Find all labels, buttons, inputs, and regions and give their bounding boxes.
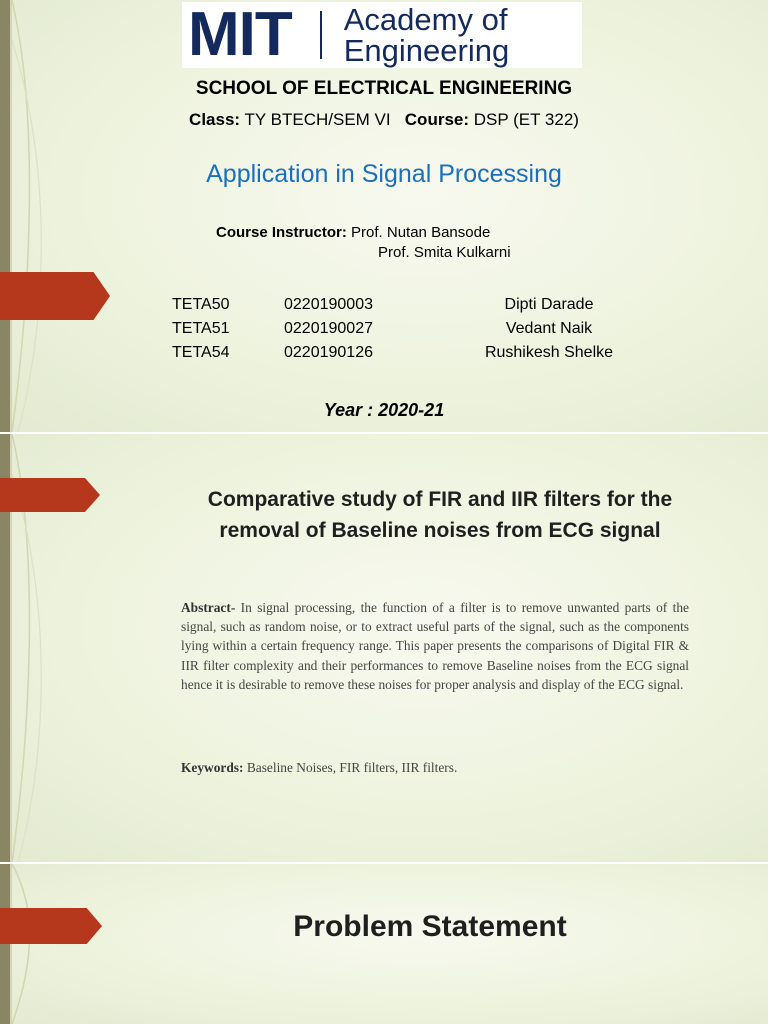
school-name: SCHOOL OF ELECTRICAL ENGINEERING: [195, 78, 573, 99]
slide-marker-tag: [0, 478, 100, 512]
logo-divider: [320, 11, 322, 59]
logo-academy-text: [344, 4, 509, 66]
keywords-label: Keywords:: [181, 760, 244, 775]
course-label: Course:: [404, 110, 470, 129]
member-name: Dipti Darade: [504, 296, 594, 313]
course-instructor: [216, 222, 490, 244]
abstract-text: In signal processing, the function of a filter is to remove unwanted parts of the signal, such as random noise, or to extract useful parts of the signal, such as the components lying within a certain frequency range. This paper presents the comparisons of Digital FIR & IIR filter complexity and their performances to remove Baseline noises from the ECG signal hence it is desirable to remove these noises for proper analysis and display of the ECG signal.: [181, 600, 689, 692]
roll-number: TETA51: [172, 320, 230, 337]
member-name: Vedant Naik: [505, 320, 593, 337]
abstract-paragraph: [181, 598, 689, 694]
class-course-line: [0, 110, 768, 130]
class-value: TY BTECH/SEM VI: [244, 110, 391, 129]
team-member-row: [0, 320, 768, 344]
prn-number: 0220190027: [284, 320, 373, 337]
member-name: Rushikesh Shelke: [484, 344, 614, 361]
prn-number: 0220190003: [284, 296, 373, 313]
problem-statement-title: Problem Statement: [293, 910, 567, 943]
instructor-name-2: Prof. Smita Kulkarni: [378, 244, 511, 261]
keywords-line: [181, 760, 689, 776]
team-member-row: [0, 344, 768, 368]
slide-3: [0, 864, 768, 1024]
team-member-row: [0, 296, 768, 320]
class-label: Class:: [189, 110, 241, 129]
paper-title-line1: Comparative study of FIR and IIR filters for the: [207, 488, 673, 511]
slide-1: [0, 0, 768, 432]
mit-logo: [182, 2, 582, 68]
left-decorative-bar: [0, 864, 10, 1024]
decorative-swoosh: [0, 864, 120, 1024]
presentation-title: Application in Signal Processing: [206, 160, 562, 188]
logo-academy-line1: Academy of: [343, 2, 508, 37]
keywords-text: Baseline Noises, FIR filters, IIR filters.: [243, 760, 458, 775]
instructor-name-1: Prof. Nutan Bansode: [351, 224, 491, 241]
slide-2: [0, 434, 768, 862]
paper-title: [180, 484, 700, 546]
roll-number: TETA54: [172, 344, 230, 361]
course-value: DSP (ET 322): [473, 110, 579, 129]
abstract-label: Abstract-: [181, 600, 236, 615]
logo-academy-line2: Engineering: [343, 33, 510, 68]
logo-mit-text: MIT: [188, 0, 292, 69]
instructor-label: Course Instructor:: [216, 224, 347, 241]
paper-title-line2: removal of Baseline noises from ECG signal: [219, 519, 661, 542]
academic-year: Year : 2020-21: [323, 400, 445, 420]
prn-number: 0220190126: [284, 344, 373, 361]
roll-number: TETA50: [172, 296, 230, 313]
